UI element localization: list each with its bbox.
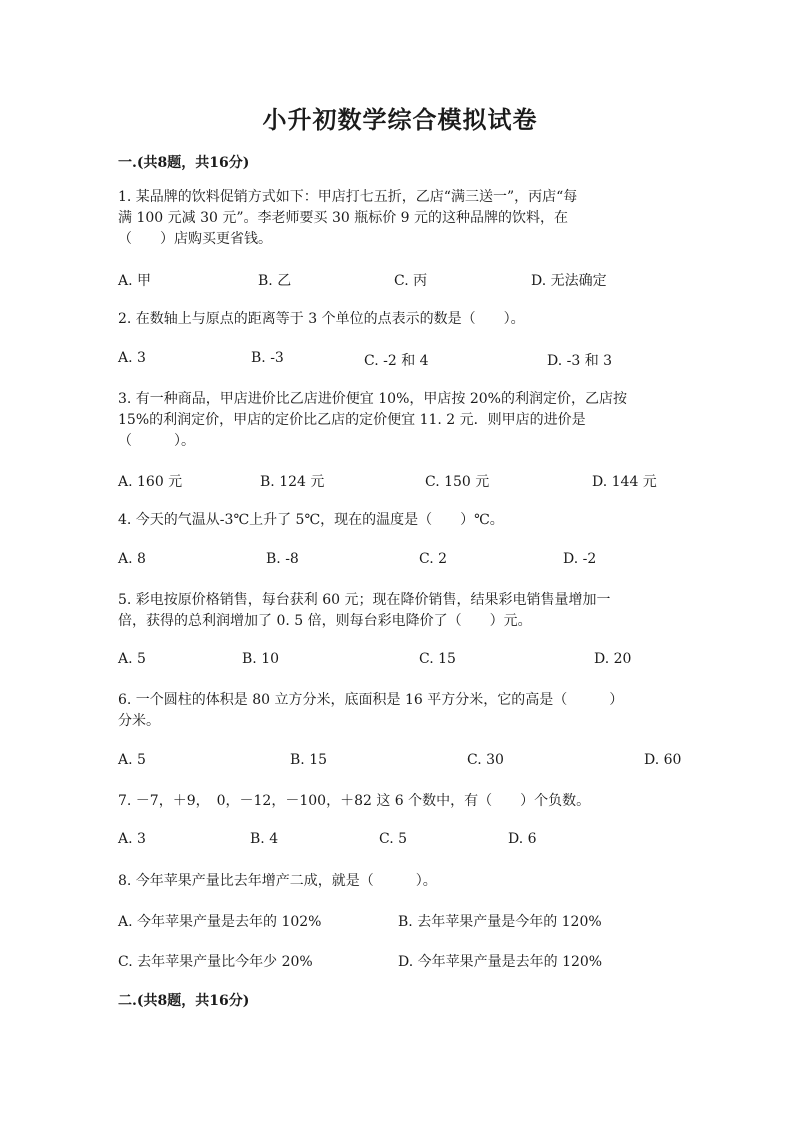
option-d[interactable]: D. -3 和 3 (547, 353, 613, 369)
question-line: 6. 一个圆柱的体积是 80 立方分米，底面积是 16 平方分米，它的高是（ ） (118, 692, 624, 708)
question-6 (118, 690, 688, 732)
option-a[interactable]: A. 3 (118, 831, 146, 847)
question-3 (118, 389, 688, 452)
question-line: 2. 在数轴上与原点的距离等于 3 个单位的点表示的数是（ ）。 (118, 311, 525, 327)
option-a[interactable]: A. 今年苹果产量是去年的 102% (118, 914, 322, 930)
option-b[interactable]: B. -3 (251, 350, 284, 366)
question-line: 5. 彩电按原价格销售，每台获利 60 元；现在降价销售，结果彩电销售量增加一 (118, 592, 611, 608)
option-a[interactable]: A. 160 元 (118, 474, 183, 490)
option-d[interactable]: D. 60 (644, 752, 682, 768)
option-c[interactable]: C. 30 (467, 752, 504, 768)
option-b[interactable]: B. 15 (290, 752, 328, 768)
question-2 (118, 309, 688, 330)
page-title: 小升初数学综合模拟试卷 (262, 105, 538, 134)
question-line: （ ）店购买更省钱。 (118, 231, 272, 247)
question-line: 1. 某品牌的饮料促销方式如下：甲店打七五折，乙店“满三送一”，丙店“每 (118, 189, 578, 205)
option-c[interactable]: C. 丙 (394, 273, 428, 289)
question-8 (118, 871, 688, 892)
option-c[interactable]: C. 150 元 (425, 474, 490, 490)
question-line: 7. －7，＋9， 0，－12，－100，＋82 这 6 个数中，有（ ）个负数。 (118, 793, 591, 809)
option-c[interactable]: C. 15 (419, 651, 456, 667)
option-b[interactable]: B. -8 (266, 551, 299, 567)
option-a[interactable]: A. 8 (118, 551, 146, 567)
option-c[interactable]: C. 去年苹果产量比今年少 20% (118, 954, 313, 970)
option-b[interactable]: B. 乙 (258, 273, 292, 289)
question-1 (118, 187, 688, 250)
section-heading-two: 二.(共8题，共16分) (118, 993, 250, 1009)
option-a[interactable]: A. 甲 (118, 273, 152, 289)
option-a[interactable]: A. 5 (118, 752, 146, 768)
question-5 (118, 590, 688, 632)
option-b[interactable]: B. 4 (250, 831, 279, 847)
section-heading-one: 一.(共8题，共16分) (118, 155, 250, 171)
option-d[interactable]: D. 无法确定 (531, 273, 607, 289)
option-d[interactable]: D. 今年苹果产量是去年的 120% (398, 954, 603, 970)
question-line: （ ）。 (118, 433, 195, 449)
question-4 (118, 510, 688, 531)
option-c[interactable]: C. -2 和 4 (364, 353, 429, 369)
option-c[interactable]: C. 5 (379, 831, 408, 847)
question-line: 倍，获得的总利润增加了 0. 5 倍，则每台彩电降价了（ ）元。 (118, 613, 532, 629)
option-b[interactable]: B. 10 (242, 651, 280, 667)
question-line: 8. 今年苹果产量比去年增产二成，就是（ ）。 (118, 873, 437, 889)
option-a[interactable]: A. 5 (118, 651, 146, 667)
question-line: 3. 有一种商品，甲店进价比乙店进价便宜 10%，甲店按 20%的利润定价，乙店按 (118, 391, 627, 407)
question-line: 满 100 元减 30 元”。李老师要买 30 瓶标价 9 元的这种品牌的饮料，在 (118, 210, 569, 226)
option-c[interactable]: C. 2 (419, 551, 448, 567)
option-d[interactable]: D. 144 元 (592, 474, 657, 490)
option-d[interactable]: D. 20 (594, 651, 632, 667)
question-line: 分米。 (118, 713, 160, 729)
option-b[interactable]: B. 去年苹果产量是今年的 120% (398, 914, 602, 930)
option-b[interactable]: B. 124 元 (260, 474, 325, 490)
question-line: 4. 今天的气温从-3℃上升了 5℃，现在的温度是（ ）℃。 (118, 512, 504, 528)
question-7 (118, 791, 688, 812)
option-d[interactable]: D. 6 (508, 831, 537, 847)
question-line: 15%的利润定价，甲店的定价比乙店的定价便宜 11. 2 元．则甲店的进价是 (118, 412, 586, 428)
option-d[interactable]: D. -2 (563, 551, 597, 567)
option-a[interactable]: A. 3 (118, 350, 146, 366)
